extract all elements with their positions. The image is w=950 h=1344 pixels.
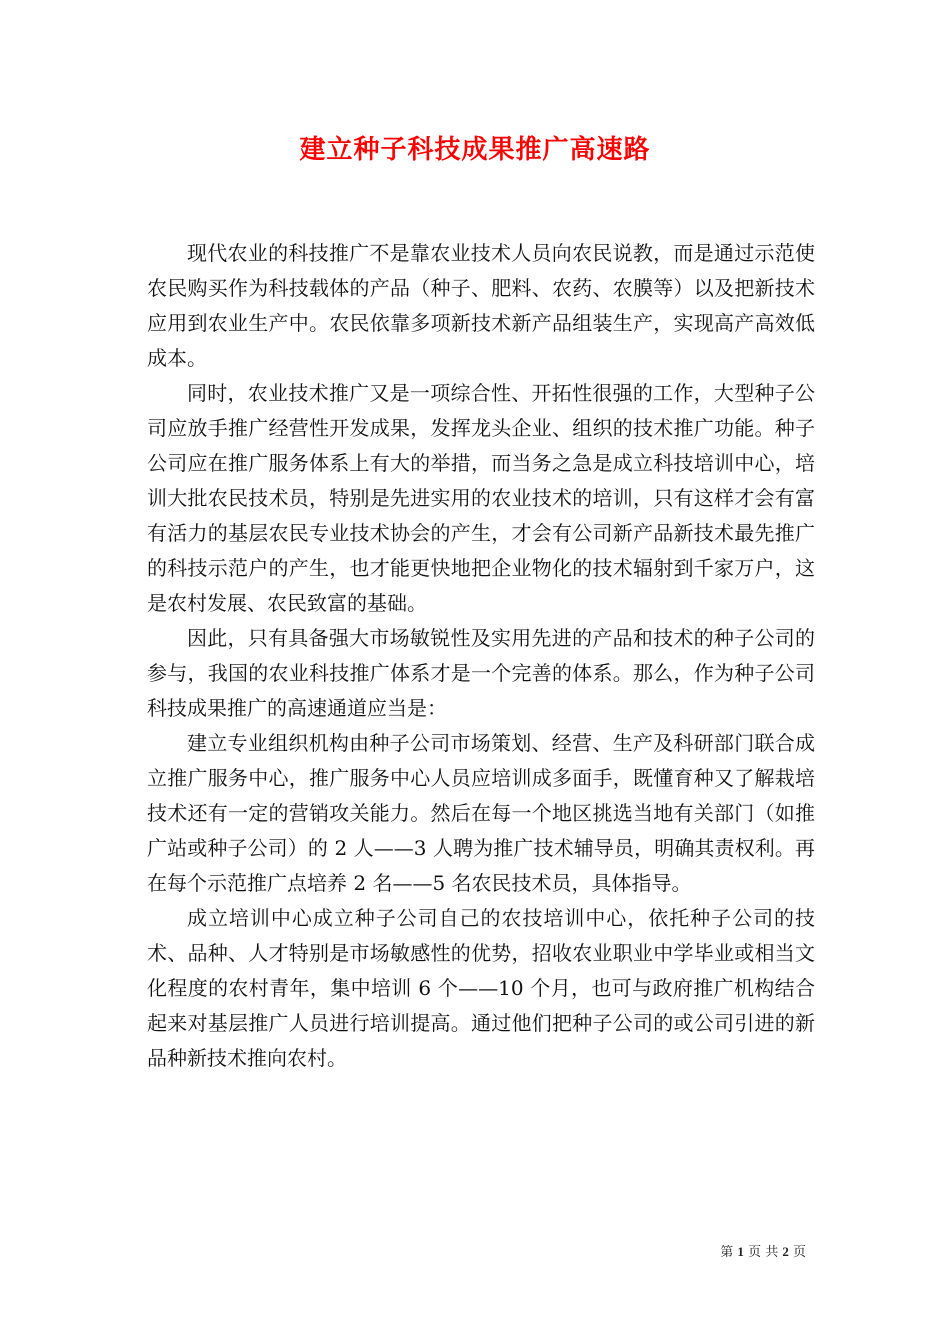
paragraph-3: 因此，只有具备强大市场敏锐性及实用先进的产品和技术的种子公司的参与，我国的农业科技推广体系才是一个完善的体系。那么，作为种子公司科技成果推广的高速通道应当是： (147, 626, 815, 720)
paragraph-2: 同时，农业技术推广又是一项综合性、开拓性很强的工作，大型种子公司应放手推广经营性开发成果，发挥龙头企业、组织的技术推广功能。种子公司应在推广服务体系上有大的举措，而当务之急是成立科技培训中心，培训大批农民技术员，特别是先进实用的农业技术的培训，只有这样才会有富有活力的基层农民专业技术协会的产生，才会有公司新产品新技术最先推广的科技示范户的产生，也才能更快地把企业物化的技术辐射到千家万户，这是农村发展、农民致富的基础。 (147, 381, 815, 615)
page-footer (720, 1243, 806, 1262)
paragraph-1: 现代农业的科技推广不是靠农业技术人员向农民说教，而是通过示范使农民购买作为科技载体的产品（种子、肥料、农药、农膜等）以及把新技术应用到农业生产中。农民依靠多项新技术新产品组装生产，实现高产高效低成本。 (147, 241, 815, 370)
footer-prefix: 第 (720, 1245, 734, 1260)
footer-suffix: 页 (792, 1245, 806, 1260)
document-title: 建立种子科技成果推广高速路 (299, 135, 651, 165)
paragraph-4: 建立专业组织机构由种子公司市场策划、经营、生产及科研部门联合成立推广服务中心，推广服务中心人员应培训成多面手，既懂育种又了解栽培技术还有一定的营销攻关能力。然后在每一个地区挑选当地有关部门（如推广站或种子公司）的 2 人——3 人聘为推广技术辅导员，明确其责权利。再在每个示范推广点培养 2 名——5 名农民技术员，具体指导。 (147, 731, 815, 895)
footer-middle: 页 共 (748, 1245, 779, 1260)
current-page-number: 1 (737, 1244, 744, 1259)
paragraph-5: 成立培训中心成立种子公司自己的农技培训中心，依托种子公司的技术、品种、人才特别是市场敏感性的优势，招收农业职业中学毕业或相当文化程度的农村青年，集中培训 6 个——10 个月，也可与政府推广机构结合起来对基层推广人员进行培训提高。通过他们把种子公司的或公司引进的新品种新技术推向农村。 (147, 906, 815, 1070)
document-body (147, 236, 815, 1076)
total-page-number: 2 (782, 1244, 789, 1259)
